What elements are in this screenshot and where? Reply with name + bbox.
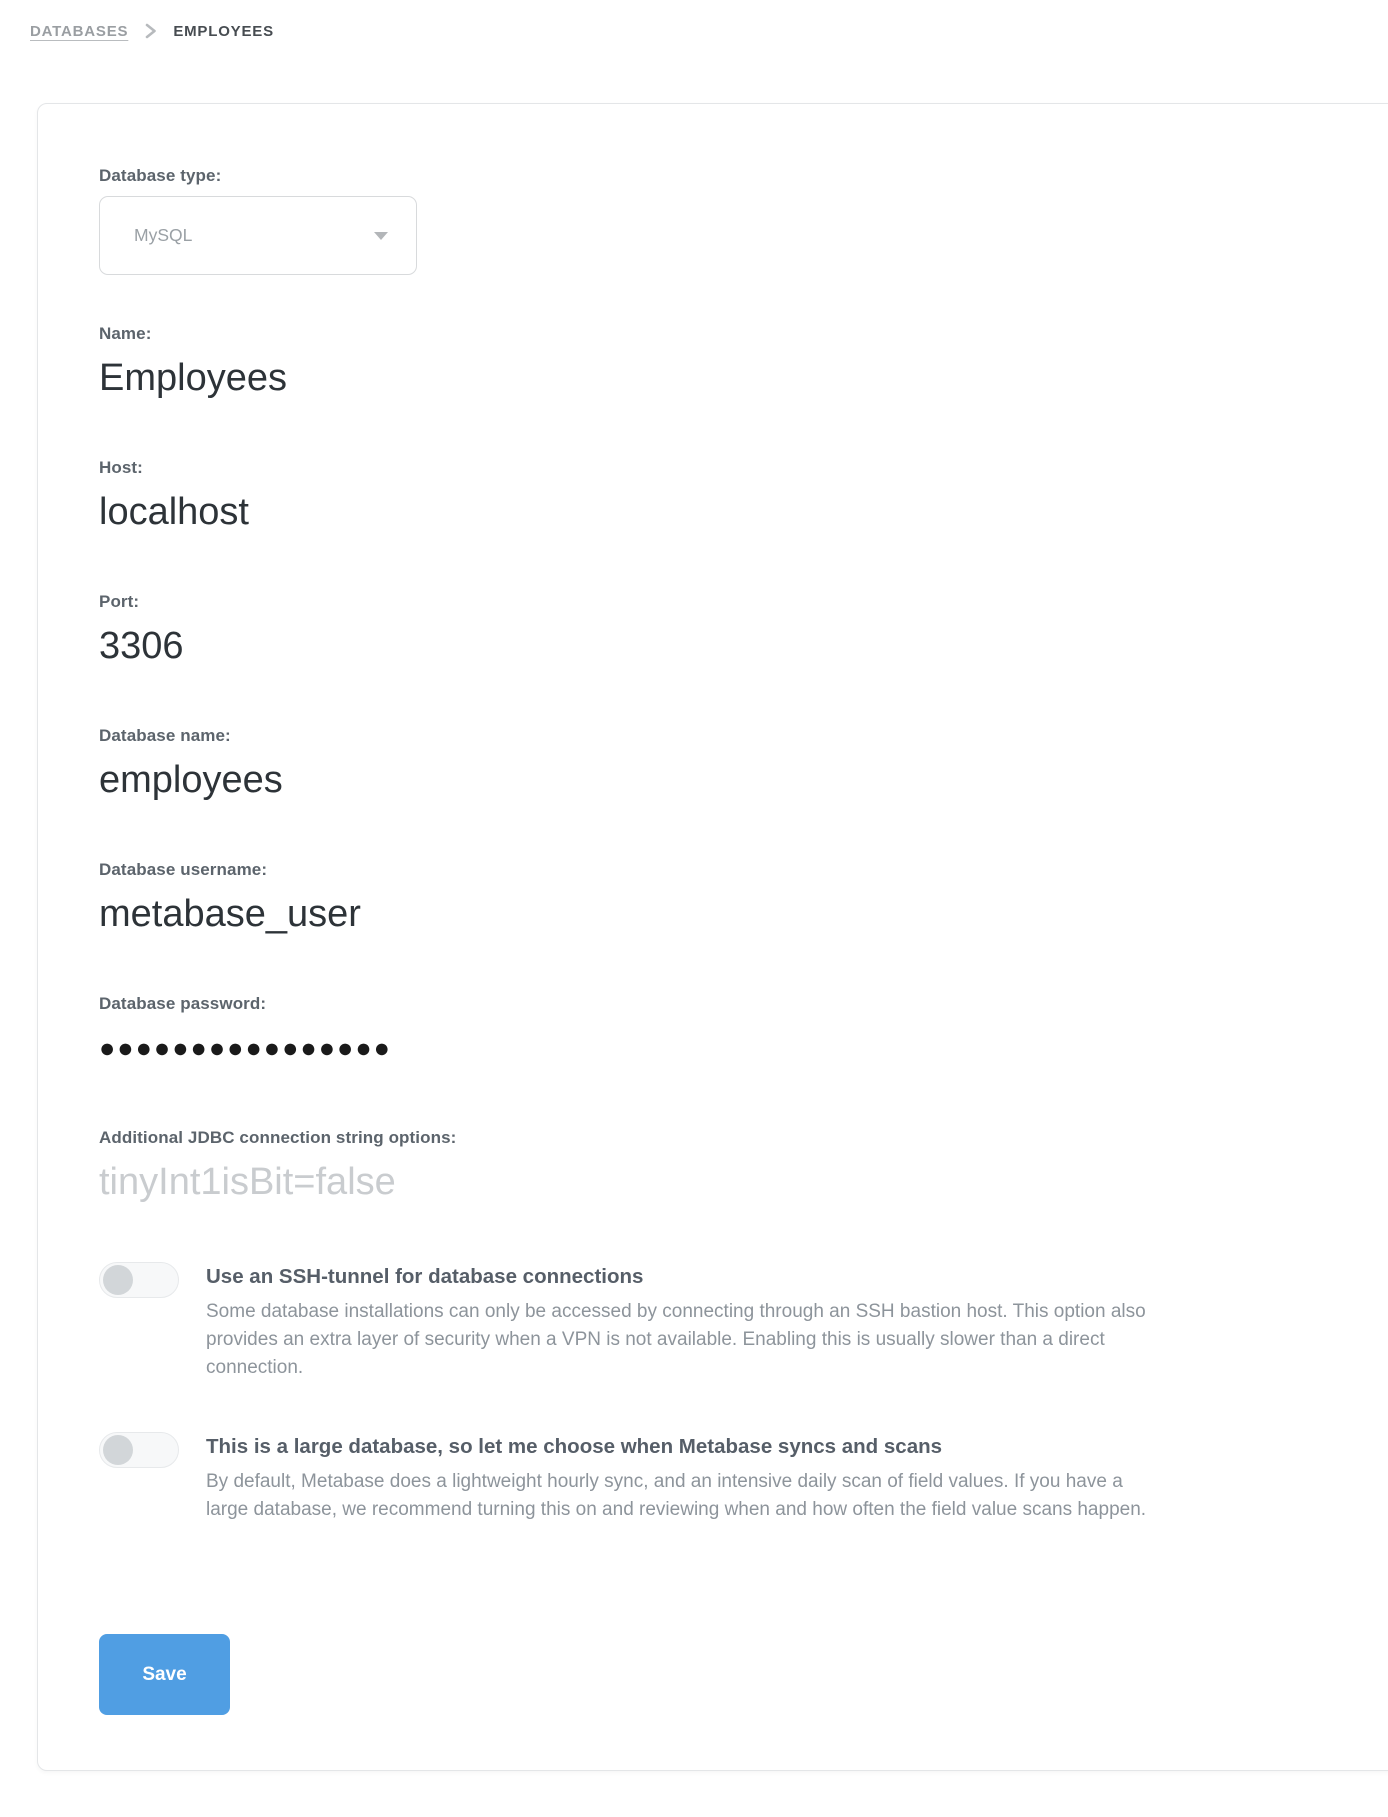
database-name-label: Database name: <box>99 726 231 745</box>
database-edit-card <box>37 103 1388 1771</box>
large-database-title: This is a large database, so let me choose when Metabase syncs and scans <box>206 1435 943 1458</box>
database-type-select[interactable] <box>99 196 417 275</box>
field-database-name <box>99 726 1341 804</box>
field-name <box>99 324 1341 402</box>
name-input[interactable] <box>99 354 799 402</box>
ssh-tunnel-section <box>99 1260 1341 1382</box>
jdbc-options-label: Additional JDBC connection string options: <box>99 1128 457 1147</box>
toggle-knob <box>103 1265 133 1295</box>
chevron-down-icon <box>374 232 388 240</box>
field-database-username <box>99 860 1341 938</box>
database-username-label: Database username: <box>99 860 268 879</box>
field-database-password <box>99 994 1341 1072</box>
field-host <box>99 458 1341 536</box>
ssh-tunnel-description: Some database installations can only be accessed by connecting through an SSH bastion host. This option also provides an extra layer of security when a VPN is not available. Enabling this is usually slower than a direct connection. <box>206 1301 1146 1378</box>
save-button[interactable]: Save <box>99 1634 230 1715</box>
database-username-input[interactable] <box>99 890 799 938</box>
field-port <box>99 592 1341 670</box>
breadcrumb <box>30 22 274 40</box>
database-type-selected-value: MySQL <box>134 225 193 245</box>
ssh-tunnel-title: Use an SSH-tunnel for database connections <box>206 1265 644 1288</box>
host-input[interactable] <box>99 488 799 536</box>
database-password-input[interactable] <box>99 1024 799 1072</box>
host-label: Host: <box>99 458 143 477</box>
large-database-toggle[interactable] <box>99 1432 179 1468</box>
large-database-section <box>99 1430 1341 1524</box>
field-jdbc-options <box>99 1128 1341 1206</box>
name-label: Name: <box>99 324 152 343</box>
jdbc-options-input[interactable] <box>99 1158 799 1206</box>
breadcrumb-link-databases[interactable]: DATABASES <box>30 22 129 40</box>
breadcrumb-current-database: EMPLOYEES <box>173 22 274 40</box>
database-name-input[interactable] <box>99 756 799 804</box>
port-input[interactable] <box>99 622 799 670</box>
chevron-right-icon <box>144 22 157 40</box>
field-database-type <box>99 166 1341 275</box>
large-database-description: By default, Metabase does a lightweight hourly sync, and an intensive daily scan of field values. If you have a large database, we recommend turning this on and reviewing when and how often the field value scans happen. <box>206 1471 1147 1520</box>
ssh-tunnel-toggle[interactable] <box>99 1262 179 1298</box>
database-password-label: Database password: <box>99 994 267 1013</box>
database-type-label: Database type: <box>99 166 222 185</box>
toggle-knob <box>103 1435 133 1465</box>
port-label: Port: <box>99 592 140 611</box>
